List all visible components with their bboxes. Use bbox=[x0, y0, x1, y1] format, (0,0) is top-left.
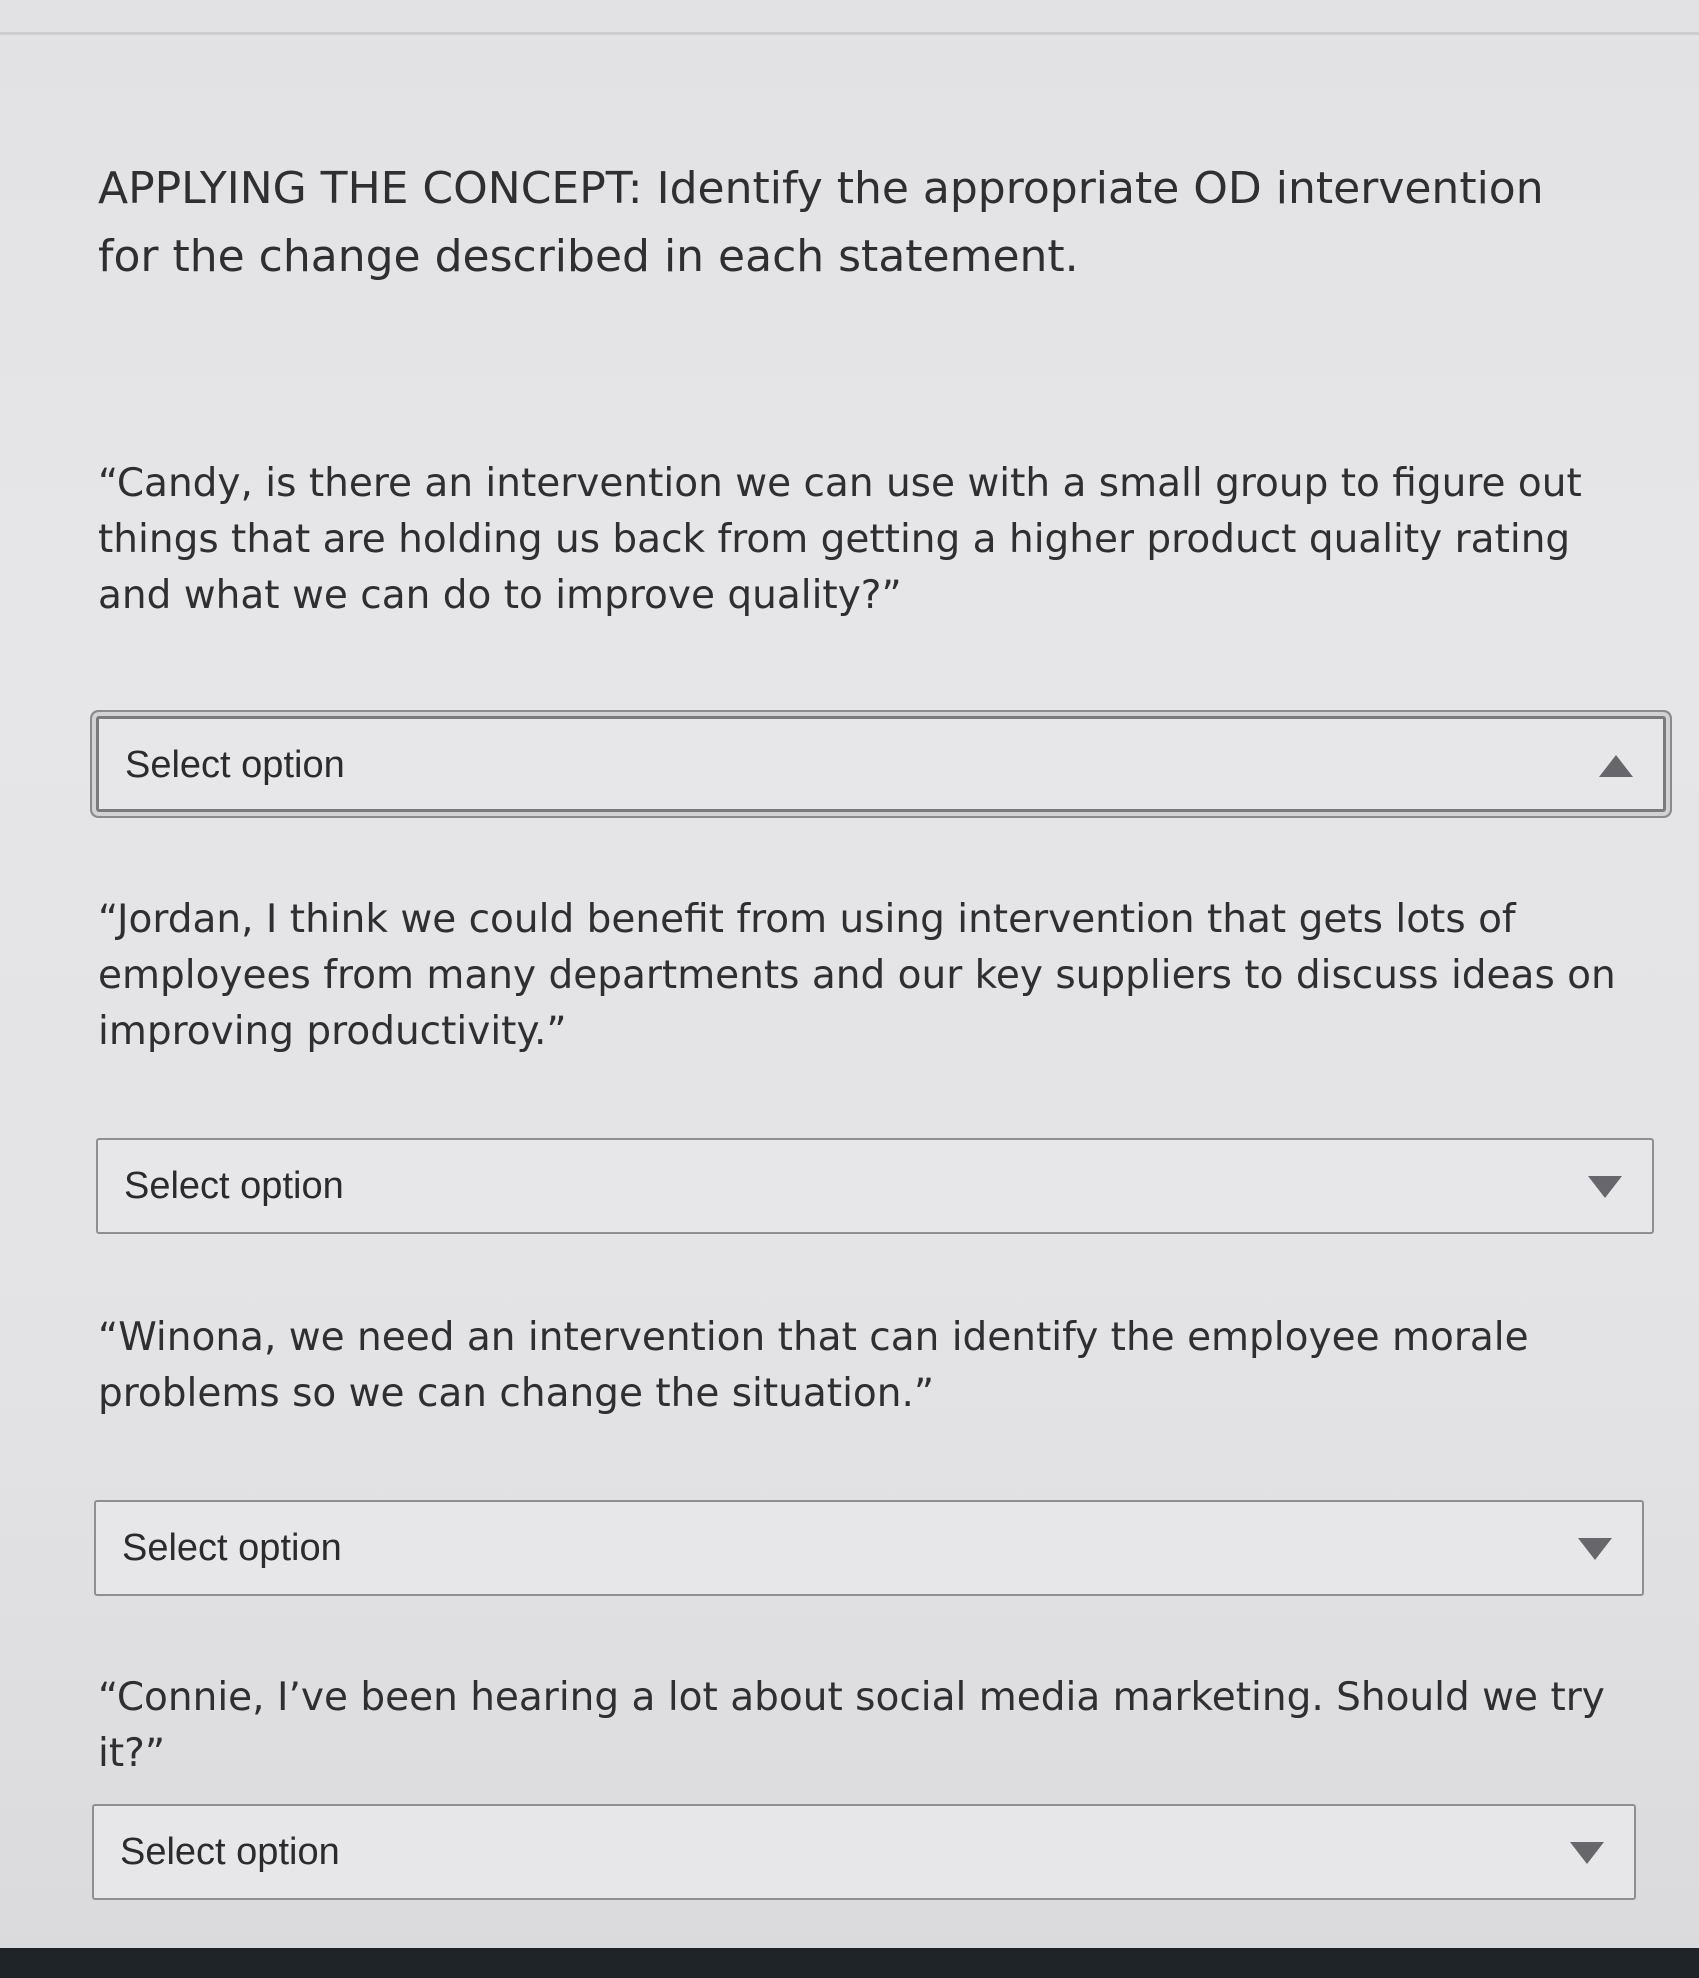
caret-down-icon bbox=[1578, 1538, 1612, 1560]
statement-4: “Connie, I’ve been hearing a lot about social media marketing. Should we try it?” bbox=[98, 1675, 1605, 1776]
select-value-2: Select option bbox=[124, 1165, 344, 1207]
instruction-text bbox=[98, 155, 1618, 291]
caret-up-icon bbox=[1599, 755, 1633, 777]
select-value-3: Select option bbox=[122, 1527, 342, 1569]
statement-1: “Candy, is there an intervention we can use with a small group to figure out things that are holding us back from getting a higher product quality rating and what we can do to improve quality?” bbox=[98, 461, 1582, 618]
select-value-4: Select option bbox=[120, 1831, 340, 1873]
statement-3: “Winona, we need an intervention that can identify the employee morale problems so we can change the situation.” bbox=[98, 1315, 1529, 1416]
statement-2: “Jordan, I think we could benefit from using intervention that gets lots of employees from many departments and our key suppliers to discuss ideas on improving productivity.” bbox=[98, 897, 1616, 1054]
instruction-lead: APPLYING THE CONCEPT: bbox=[98, 163, 643, 214]
select-value-1: Select option bbox=[125, 744, 345, 786]
bottom-bar bbox=[0, 1948, 1699, 1978]
answer-select-1[interactable] bbox=[96, 716, 1666, 812]
instruction-body: Identify the appropriate OD intervention for the change described in each statement. bbox=[98, 163, 1544, 282]
answer-select-3[interactable] bbox=[94, 1500, 1644, 1596]
top-divider bbox=[0, 32, 1699, 35]
answer-select-2[interactable] bbox=[96, 1138, 1654, 1234]
caret-down-icon bbox=[1570, 1842, 1604, 1864]
answer-select-4[interactable] bbox=[92, 1804, 1636, 1900]
caret-down-icon bbox=[1588, 1176, 1622, 1198]
